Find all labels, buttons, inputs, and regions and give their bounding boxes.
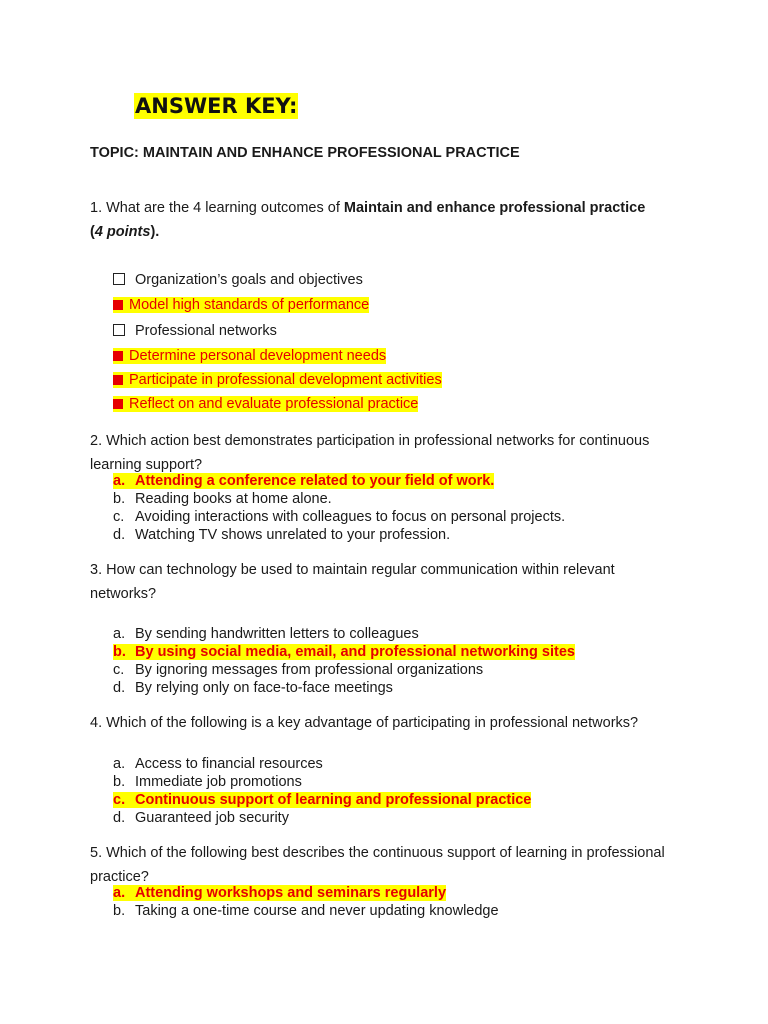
- q5-option-b: [113, 903, 499, 919]
- empty-checkbox-icon: [113, 324, 125, 336]
- question-1: [90, 196, 680, 244]
- q1-option-5-text: Participate in professional development activities: [129, 372, 442, 388]
- q3-option-c-text: By ignoring messages from professional organizations: [135, 662, 484, 678]
- q4-option-c-text: Continuous support of learning and professional practice: [135, 792, 532, 808]
- question-2: 2. Which action best demonstrates participation in professional networks for continuous learning support?: [90, 433, 650, 473]
- q1-option-2-text: Model high standards of performance: [129, 297, 370, 313]
- q1-option-3: [113, 323, 277, 339]
- question-5: 5. Which of the following best describes the continuous support of learning in professional practice?: [90, 845, 665, 885]
- question-1-open: (: [90, 224, 95, 240]
- q1-option-6-text: Reflect on and evaluate professional practice: [129, 396, 419, 412]
- q4-option-a-marker: a.: [113, 756, 126, 772]
- q1-option-2: [113, 297, 369, 313]
- q5-option-a: [113, 885, 446, 901]
- q1-option-6: [113, 396, 418, 412]
- question-1-close: ).: [150, 224, 160, 240]
- q4-option-c-marker: c.: [113, 792, 126, 808]
- q4-option-a-text: Access to financial resources: [135, 756, 323, 772]
- q1-option-1: [113, 272, 363, 288]
- q1-option-5: [113, 372, 442, 388]
- q4-option-a: [113, 756, 323, 772]
- question-4: 4. Which of the following is a key advantage of participating in professional networks?: [90, 715, 639, 731]
- q2-option-d-text: Watching TV shows unrelated to your profession.: [135, 527, 451, 543]
- q4-option-b-text: Immediate job promotions: [135, 774, 302, 790]
- q2-option-c-text: Avoiding interactions with colleagues to focus on personal projects.: [135, 509, 566, 525]
- empty-checkbox-icon: [113, 273, 125, 285]
- q2-option-d: [113, 527, 450, 543]
- q4-option-c: [113, 792, 531, 808]
- q3-option-b: [113, 644, 575, 660]
- q3-option-c-marker: c.: [113, 662, 125, 678]
- q2-option-c: [113, 509, 565, 525]
- q4-option-d-marker: d.: [113, 810, 126, 826]
- answer-key-title: ANSWER KEY:: [135, 94, 298, 118]
- filled-square-icon: [113, 399, 123, 409]
- question-1-prefix: 1. What are the 4 learning outcomes of: [90, 200, 344, 216]
- q2-option-a-marker: a.: [113, 473, 126, 489]
- q2-option-d-marker: d.: [113, 527, 126, 543]
- q5-option-a-text: Attending workshops and seminars regularly: [135, 885, 447, 901]
- q4-option-b: [113, 774, 302, 790]
- q4-option-b-marker: b.: [113, 774, 126, 790]
- filled-square-icon: [113, 375, 123, 385]
- q3-option-d: [113, 680, 393, 696]
- q1-option-4: [113, 348, 386, 364]
- q3-option-c: [113, 662, 483, 678]
- q2-option-a-text: Attending a conference related to your field of work.: [135, 473, 495, 489]
- q3-option-a-text: By sending handwritten letters to colleagues: [135, 626, 419, 642]
- q5-option-b-text: Taking a one-time course and never updating knowledge: [135, 903, 499, 919]
- q2-option-a: [113, 473, 494, 489]
- question-1-bold: Maintain and enhance professional practice: [343, 200, 646, 216]
- q1-option-1-text: Organization’s goals and objectives: [135, 272, 363, 288]
- q4-option-d-text: Guaranteed job security: [135, 810, 289, 826]
- q1-option-3-text: Professional networks: [135, 323, 277, 339]
- q3-option-b-marker: b.: [113, 644, 126, 660]
- q5-option-a-marker: a.: [113, 885, 126, 901]
- q2-option-b: [113, 491, 332, 507]
- topic-heading: TOPIC: MAINTAIN AND ENHANCE PROFESSIONAL PRACTICE: [90, 145, 520, 161]
- q2-option-b-text: Reading books at home alone.: [135, 491, 332, 507]
- q2-option-c-marker: c.: [113, 509, 125, 525]
- q3-option-d-text: By relying only on face-to-face meetings: [135, 680, 393, 696]
- q3-option-b-text: By using social media, email, and professional networking sites: [135, 644, 575, 660]
- question-1-points: 4 points: [94, 224, 151, 240]
- q5-option-b-marker: b.: [113, 903, 126, 919]
- q1-option-4-text: Determine personal development needs: [129, 348, 387, 364]
- q3-option-a: [113, 626, 419, 642]
- q3-option-d-marker: d.: [113, 680, 126, 696]
- filled-square-icon: [113, 300, 123, 310]
- q3-option-a-marker: a.: [113, 626, 126, 642]
- q4-option-d: [113, 810, 289, 826]
- question-3: 3. How can technology be used to maintain regular communication within relevant networks?: [90, 562, 615, 602]
- q2-option-b-marker: b.: [113, 491, 126, 507]
- filled-square-icon: [113, 351, 123, 361]
